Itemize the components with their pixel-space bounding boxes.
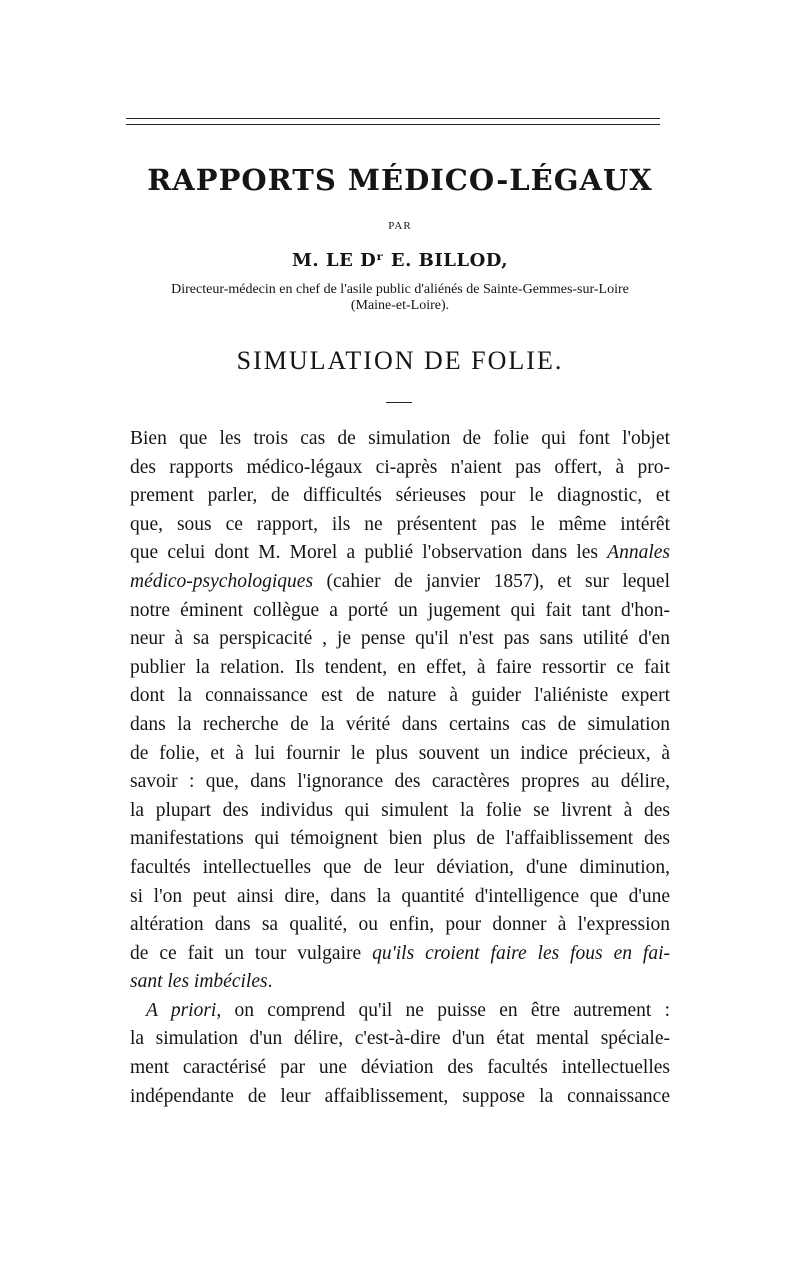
text-line bbox=[130, 825, 670, 854]
top-rule-thin bbox=[126, 124, 660, 125]
text-line bbox=[130, 1083, 670, 1112]
text-segment: indépendante de leur affaiblissement, suppose la connaissance bbox=[130, 1085, 670, 1107]
text-segment: dont la connaissance est de nature à guider l'aliéniste expert bbox=[130, 685, 670, 707]
text-segment: , on comprend qu'il ne puisse en être autrement : bbox=[216, 999, 670, 1021]
text-line bbox=[130, 654, 670, 683]
text-line bbox=[130, 425, 670, 454]
section-divider bbox=[386, 402, 412, 403]
text-segment: des rapports médico-légaux ci-après n'aient pas offert, à pro- bbox=[130, 456, 670, 478]
text-line bbox=[130, 511, 670, 540]
text-line bbox=[130, 797, 670, 826]
italic-text: sant les imbéciles bbox=[130, 971, 268, 993]
text-line bbox=[130, 968, 670, 997]
text-line bbox=[130, 997, 670, 1026]
italic-text: A priori bbox=[146, 999, 217, 1021]
text-segment: manifestations qui témoignent bien plus de l'affaiblissement des bbox=[130, 828, 670, 850]
text-line bbox=[130, 625, 670, 654]
text-line bbox=[130, 883, 670, 912]
text-line bbox=[130, 454, 670, 483]
body-text bbox=[130, 425, 670, 1111]
text-segment: dans la recherche de la vérité dans certains cas de simulation bbox=[130, 713, 670, 735]
text-segment: (cahier de janvier 1857), et sur lequel bbox=[313, 570, 670, 592]
by-label: PAR bbox=[388, 220, 412, 232]
text-segment: la simulation d'un délire, c'est-à-dire d'un état mental spéciale- bbox=[130, 1028, 670, 1050]
text-segment: si l'on peut ainsi dire, dans la quantité d'intelligence que d'une bbox=[130, 885, 670, 907]
text-segment: que celui dont M. Morel a publié l'observation dans les bbox=[130, 542, 608, 564]
text-line bbox=[130, 482, 670, 511]
text-segment: la plupart des individus qui simulent la folie se livrent à des bbox=[130, 799, 670, 821]
affiliation-line-1: Directeur-médecin en chef de l'asile public d'aliénés de Sainte-Gemmes-sur-Loire bbox=[171, 282, 629, 297]
text-line bbox=[130, 711, 670, 740]
text-line bbox=[130, 597, 670, 626]
text-line bbox=[130, 911, 670, 940]
text-segment: notre éminent collègue a porté un jugement qui fait tant d'hon- bbox=[130, 599, 670, 621]
text-line bbox=[130, 1025, 670, 1054]
text-segment: altération dans sa qualité, ou enfin, pour donner à l'expression bbox=[130, 914, 670, 936]
text-line bbox=[130, 539, 670, 568]
italic-text: qu'ils croient faire les fous en fai- bbox=[372, 942, 670, 964]
author-affiliation bbox=[0, 282, 800, 314]
text-segment: publier la relation. Ils tendent, en effet, à faire ressortir ce fait bbox=[130, 656, 670, 678]
text-segment: facultés intellectuelles que de leur déviation, d'une diminution, bbox=[130, 856, 670, 878]
main-title: RAPPORTS MÉDICO-LÉGAUX bbox=[147, 163, 653, 197]
text-line bbox=[130, 568, 670, 597]
section-title: SIMULATION DE FOLIE. bbox=[236, 346, 564, 375]
text-segment: de ce fait un tour vulgaire bbox=[130, 942, 373, 964]
text-segment: ment caractérisé par une déviation des facultés intellectuelles bbox=[130, 1057, 670, 1079]
text-line bbox=[130, 740, 670, 769]
text-line bbox=[130, 854, 670, 883]
text-line bbox=[130, 682, 670, 711]
top-rule-thick bbox=[126, 118, 660, 119]
text-segment: que, sous ce rapport, ils ne présentent pas le même intérêt bbox=[130, 513, 670, 535]
text-line bbox=[130, 940, 670, 969]
italic-text: médico-psychologiques bbox=[130, 570, 314, 592]
text-segment: neur à sa perspicacité , je pense qu'il n'est pas sans utilité d'en bbox=[130, 628, 670, 650]
affiliation-line-2: (Maine-et-Loire). bbox=[350, 298, 450, 313]
author-name: M. LE Dʳ E. BILLOD, bbox=[291, 250, 509, 271]
text-line bbox=[130, 768, 670, 797]
text-segment: Bien que les trois cas de simulation de folie qui font l'objet bbox=[130, 428, 670, 449]
text-segment: savoir : que, dans l'ignorance des caractères propres au délire, bbox=[130, 771, 670, 793]
italic-text: Annales bbox=[607, 542, 670, 564]
text-line bbox=[130, 1054, 670, 1083]
text-segment: prement parler, de difficultés sérieuses pour le diagnostic, et bbox=[130, 485, 670, 507]
text-segment: de folie, et à lui fournir le plus souvent un indice précieux, à bbox=[130, 742, 670, 764]
text-segment: . bbox=[267, 971, 273, 993]
